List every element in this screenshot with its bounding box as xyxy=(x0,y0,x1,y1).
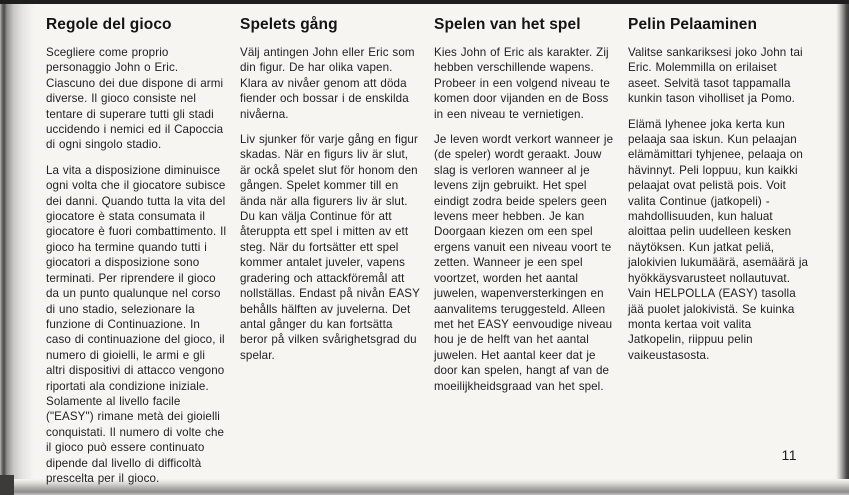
paragraph: Scegliere come proprio personaggio John o Eric. Ciascuno dei due dispone di armi diverse. Il gioco consiste nel tentare di superare tutti gli stadi uccidendo i nemici ed il Capoccia di ogni singolo stadio. xyxy=(46,46,224,152)
paragraph: Je leven wordt verkort wanneer je (de speler) wordt geraakt. Jouw slag is verloren wanneer al je levens zijn gebruikt. Het spel eindigt zodra beide spelers geen levens meer hebben. Je kan Doorgaan kiezen om een spel ergens vanuit een niveau voort te zetten. Wanneer je een spel voortzet, worden het aantal juwelen, wapenversterkingen en aanvalitems teruggesteld. Alleen met het EASY eenvoudige niveau hou je de helft van het aantal juwelen. Het aantal keer dat je door kan spelen, hangt af van de moeilijkheidsgraad van het spel. xyxy=(434,133,614,393)
paragraph: Kies John of Eric als karakter. Zij hebben verschillende wapens. Probeer in een volgend niveau te komen door vijanden en de Boss in een niveau te vernietigen. xyxy=(434,46,610,121)
column-title-italian: Regole del gioco xyxy=(46,16,172,33)
scan-spine-shadow xyxy=(0,0,34,481)
paragraph: Liv sjunker för varje gång en figur skadas. När en figurs liv är slut, är ockå spelet slut för honom den gången. Spelet kommer till en ända när alla figurers liv är slut. Du kan välja Continue för att återuppta ett spel i mitten av ett steg. När du fortsätter ett spel kommer antalet juveler, vapens gradering och attackföremål att nollställas. Endast på nivån EASY behålls hälften av juvelerna. Det antal gånger du kan fortsätta beror på vilken svårighetsgrad du spelar. xyxy=(240,133,420,362)
scan-corner-mark xyxy=(0,475,14,495)
page-number: 11 xyxy=(781,447,797,463)
column-swedish xyxy=(240,16,421,495)
column-title-finnish: Pelin Pelaaminen xyxy=(628,16,758,33)
column-finnish xyxy=(628,16,809,495)
column-dutch xyxy=(434,16,615,495)
paragraph: Elämä lyhenee joka kerta kun pelaaja saa iskun. Kun pelaajan elämämittari tyhjenee, pelaaja on hävinnyt. Peli loppuu, kun kaikki pelaajat ovat pelistä pois. Voit valita Continue (jatkopeli) - mahdollisuuden, kun haluat aloittaa pelin uudelleen kesken näytöksen. Kun jatkat peliä, jalokivien lukumäärä, asemäärä ja hyökkäysvarusteet nollautuvat. Vain HELPOLLA (EASY) tasolla jää puolet jalokivistä. Se kuinka monta kertaa voit valita Jatkopelin, riippuu pelin vaikeustasosta. xyxy=(628,117,809,362)
column-title-dutch: Spelen van het spel xyxy=(434,16,581,33)
column-title-swedish: Spelets gång xyxy=(240,16,338,33)
paragraph: La vita a disposizione diminuisce ogni volta che il giocatore subisce dei danni. Quando tutta la vita del giocatore è stata consumata il giocatore è fuori combattimento. Il gioco ha termine quando tutti i giocatori a disposizione sono terminati. Per riprendere il gioco da un punto qualunque nel corso di uno stadio, selezionare la funzione di Continuazione. In caso di continuazione del gioco, il numero di gioielli, le armi e gli altri dispositivi di attacco vengono riportati ala condizione iniziale. Solamente al livello facile ("EASY") rimane metà dei gioielli conquistati. Il numero di volte che il gioco può essere continuato dipende dal livello di difficoltà prescelta per il gioco. xyxy=(46,163,227,485)
paragraph: Välj antingen John eller Eric som din figur. De har olika vapen. Klara av nivåer genom att döda fiender och bossar i de enskilda nivåerna. xyxy=(240,46,415,121)
scan-edge-right xyxy=(836,0,849,495)
column-italian xyxy=(46,16,227,495)
scan-edge-top xyxy=(0,0,849,4)
manual-columns xyxy=(46,16,808,495)
paragraph: Valitse sankariksesi joko John tai Eric. Molemmilla on erilaiset aseet. Selvitä tasot tappamalla kunkin tason viholliset ja Pomo. xyxy=(628,46,803,106)
